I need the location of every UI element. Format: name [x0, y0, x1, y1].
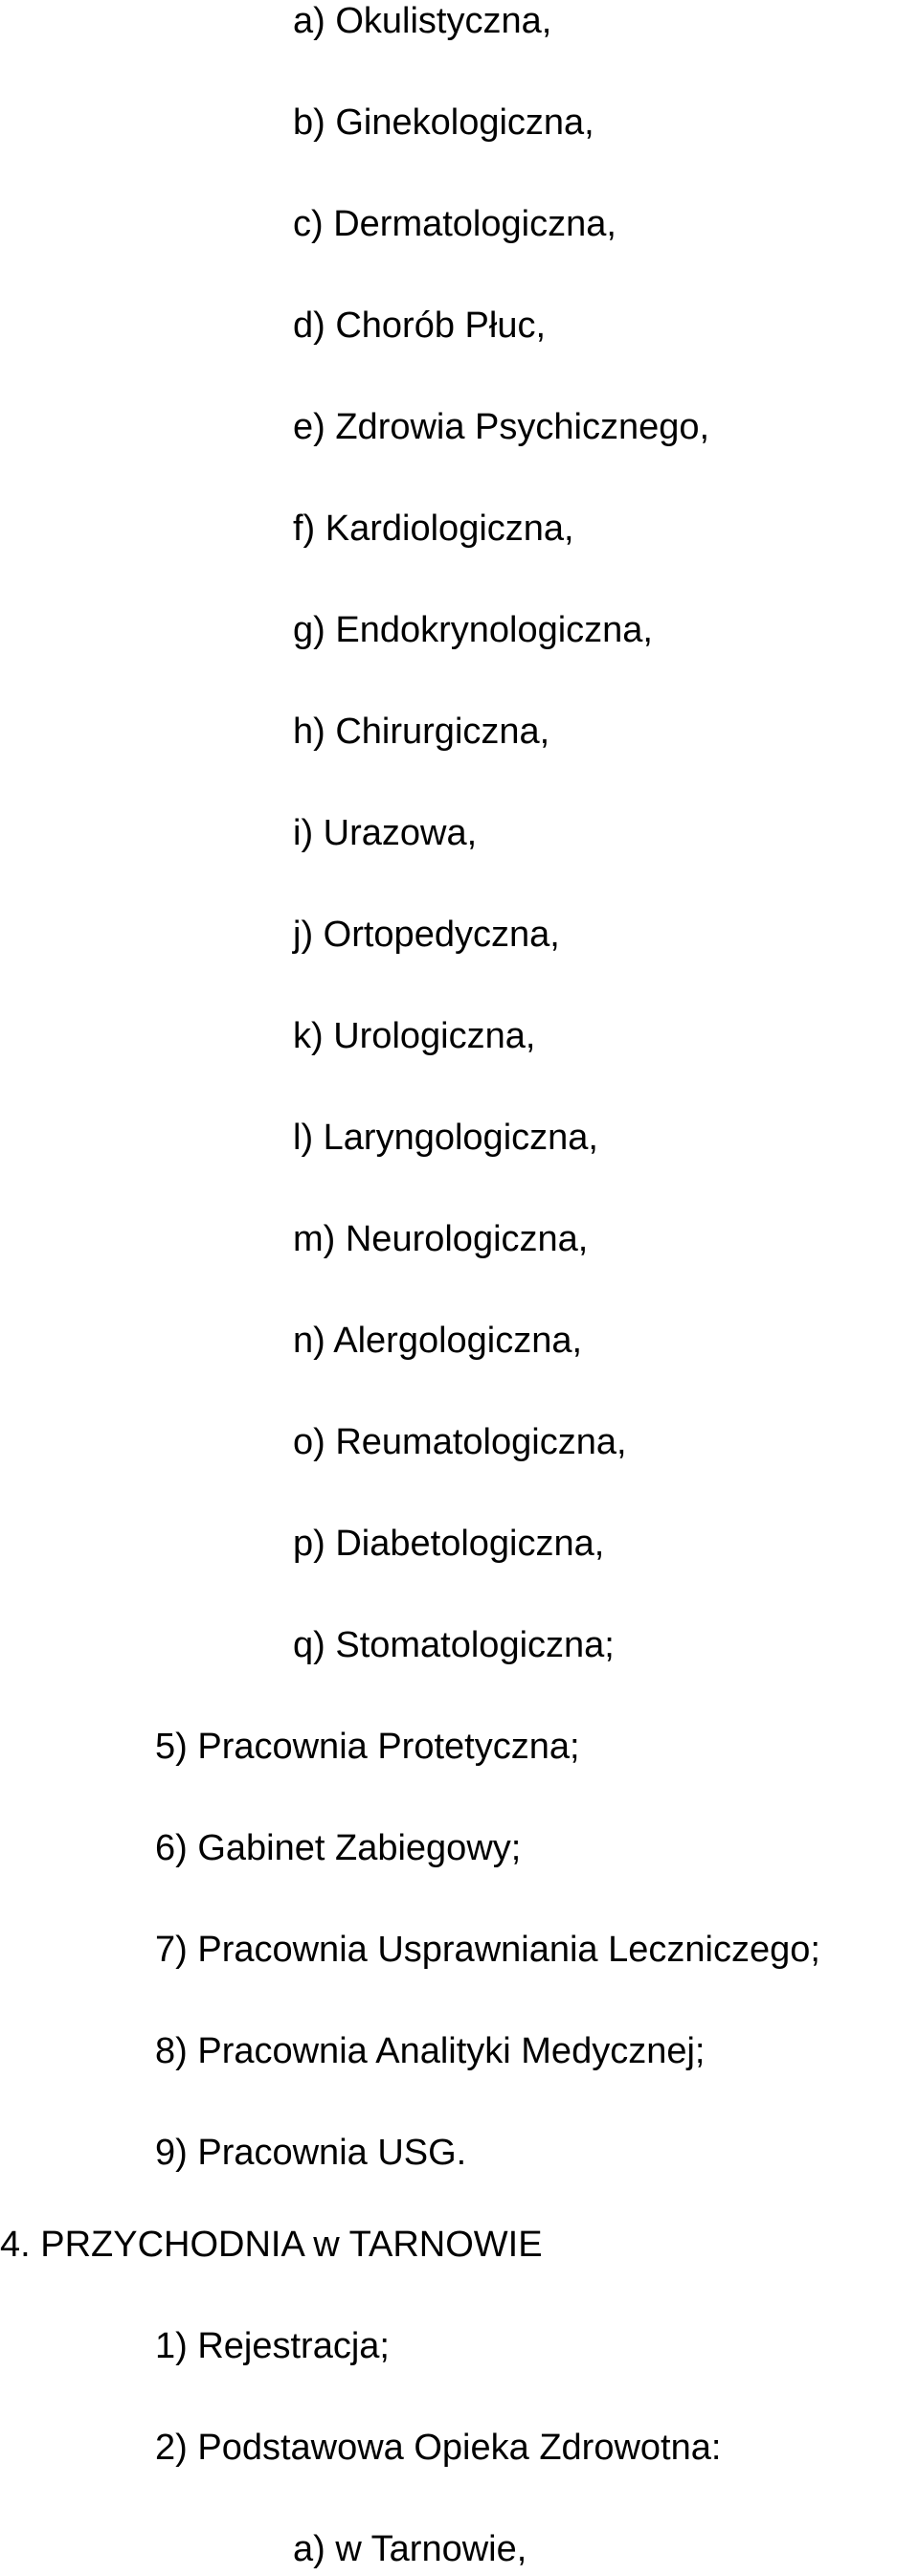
- list-item: 7) Pracownia Usprawniania Leczniczego;: [155, 1930, 820, 1970]
- section-heading: 4. PRZYCHODNIA w TARNOWIE: [0, 2225, 543, 2265]
- list-item: 9) Pracownia USG.: [155, 2133, 467, 2173]
- list-item: j) Ortopedyczna,: [293, 915, 560, 955]
- list-item: g) Endokrynologiczna,: [293, 610, 653, 650]
- list-item: 8) Pracownia Analityki Medycznej;: [155, 2031, 706, 2071]
- list-item: d) Chorób Płuc,: [293, 305, 547, 346]
- list-item: p) Diabetologiczna,: [293, 1524, 605, 1564]
- list-item: o) Reumatologiczna,: [293, 1422, 627, 1462]
- list-item: 2) Podstawowa Opieka Zdrowotna:: [155, 2428, 722, 2468]
- list-item: l) Laryngologiczna,: [293, 1118, 598, 1158]
- list-item: a) Okulistyczna,: [293, 1, 552, 41]
- list-item: i) Urazowa,: [293, 813, 478, 853]
- list-item: k) Urologiczna,: [293, 1016, 536, 1056]
- list-item: n) Alergologiczna,: [293, 1321, 583, 1361]
- list-item: 5) Pracownia Protetyczna;: [155, 1727, 580, 1767]
- list-item: c) Dermatologiczna,: [293, 204, 616, 244]
- list-item: 6) Gabinet Zabiegowy;: [155, 1828, 522, 1868]
- list-item: h) Chirurgiczna,: [293, 712, 550, 752]
- list-item: e) Zdrowia Psychicznego,: [293, 407, 710, 447]
- list-item: f) Kardiologiczna,: [293, 508, 574, 549]
- list-item: q) Stomatologiczna;: [293, 1625, 615, 1665]
- list-item: a) w Tarnowie,: [293, 2529, 527, 2569]
- list-item: m) Neurologiczna,: [293, 1219, 589, 1259]
- list-item: b) Ginekologiczna,: [293, 102, 594, 143]
- list-item: 1) Rejestracja;: [155, 2326, 390, 2366]
